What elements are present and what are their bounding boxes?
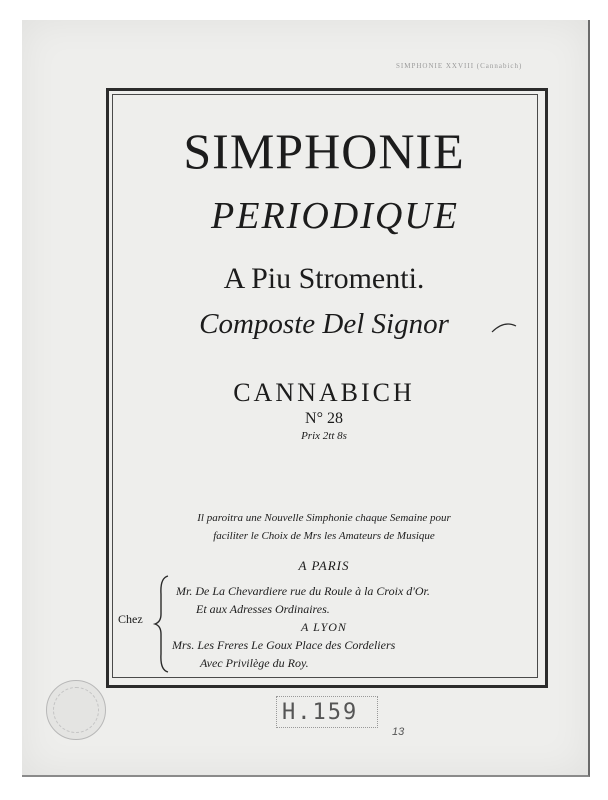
city-paris: A PARIS bbox=[298, 558, 350, 573]
flourish-icon bbox=[490, 318, 520, 338]
sheet-number: 13 bbox=[392, 726, 405, 738]
publisher-line-3: Mrs. Les Freres Le Goux Place des Cordeliers bbox=[172, 638, 396, 652]
opus-number: N° 28 bbox=[305, 410, 343, 427]
city-lyon: A LYON bbox=[301, 620, 347, 634]
chez-label: Chez bbox=[118, 612, 143, 626]
composer-name: CANNABICH bbox=[233, 378, 415, 407]
call-mark: H.159 bbox=[282, 700, 359, 725]
title-line-2: PERIODIQUE bbox=[211, 195, 459, 237]
title-line-1: SIMPHONIE bbox=[183, 123, 465, 179]
notice-line-2: faciliter le Choix de Mrs les Amateurs de Musique bbox=[213, 530, 435, 542]
publisher-line-1: Mr. De La Chevardiere rue du Roule à la Croix d'Or. bbox=[176, 584, 430, 598]
price: Prix 2tt 8s bbox=[301, 430, 347, 442]
library-stamp bbox=[46, 680, 106, 740]
notice-line-1: Il paroitra une Nouvelle Simphonie chaque Semaine pour bbox=[197, 512, 451, 524]
header-note: SIMPHONIE XXVIII (Cannabich) bbox=[396, 62, 523, 70]
title-line-4: Composte Del Signor bbox=[199, 308, 449, 340]
publisher-line-2: Et aux Adresses Ordinaires. bbox=[196, 602, 330, 616]
privilege-line: Avec Privilège du Roy. bbox=[200, 656, 309, 670]
title-line-3: A Piu Stromenti. bbox=[223, 262, 425, 295]
